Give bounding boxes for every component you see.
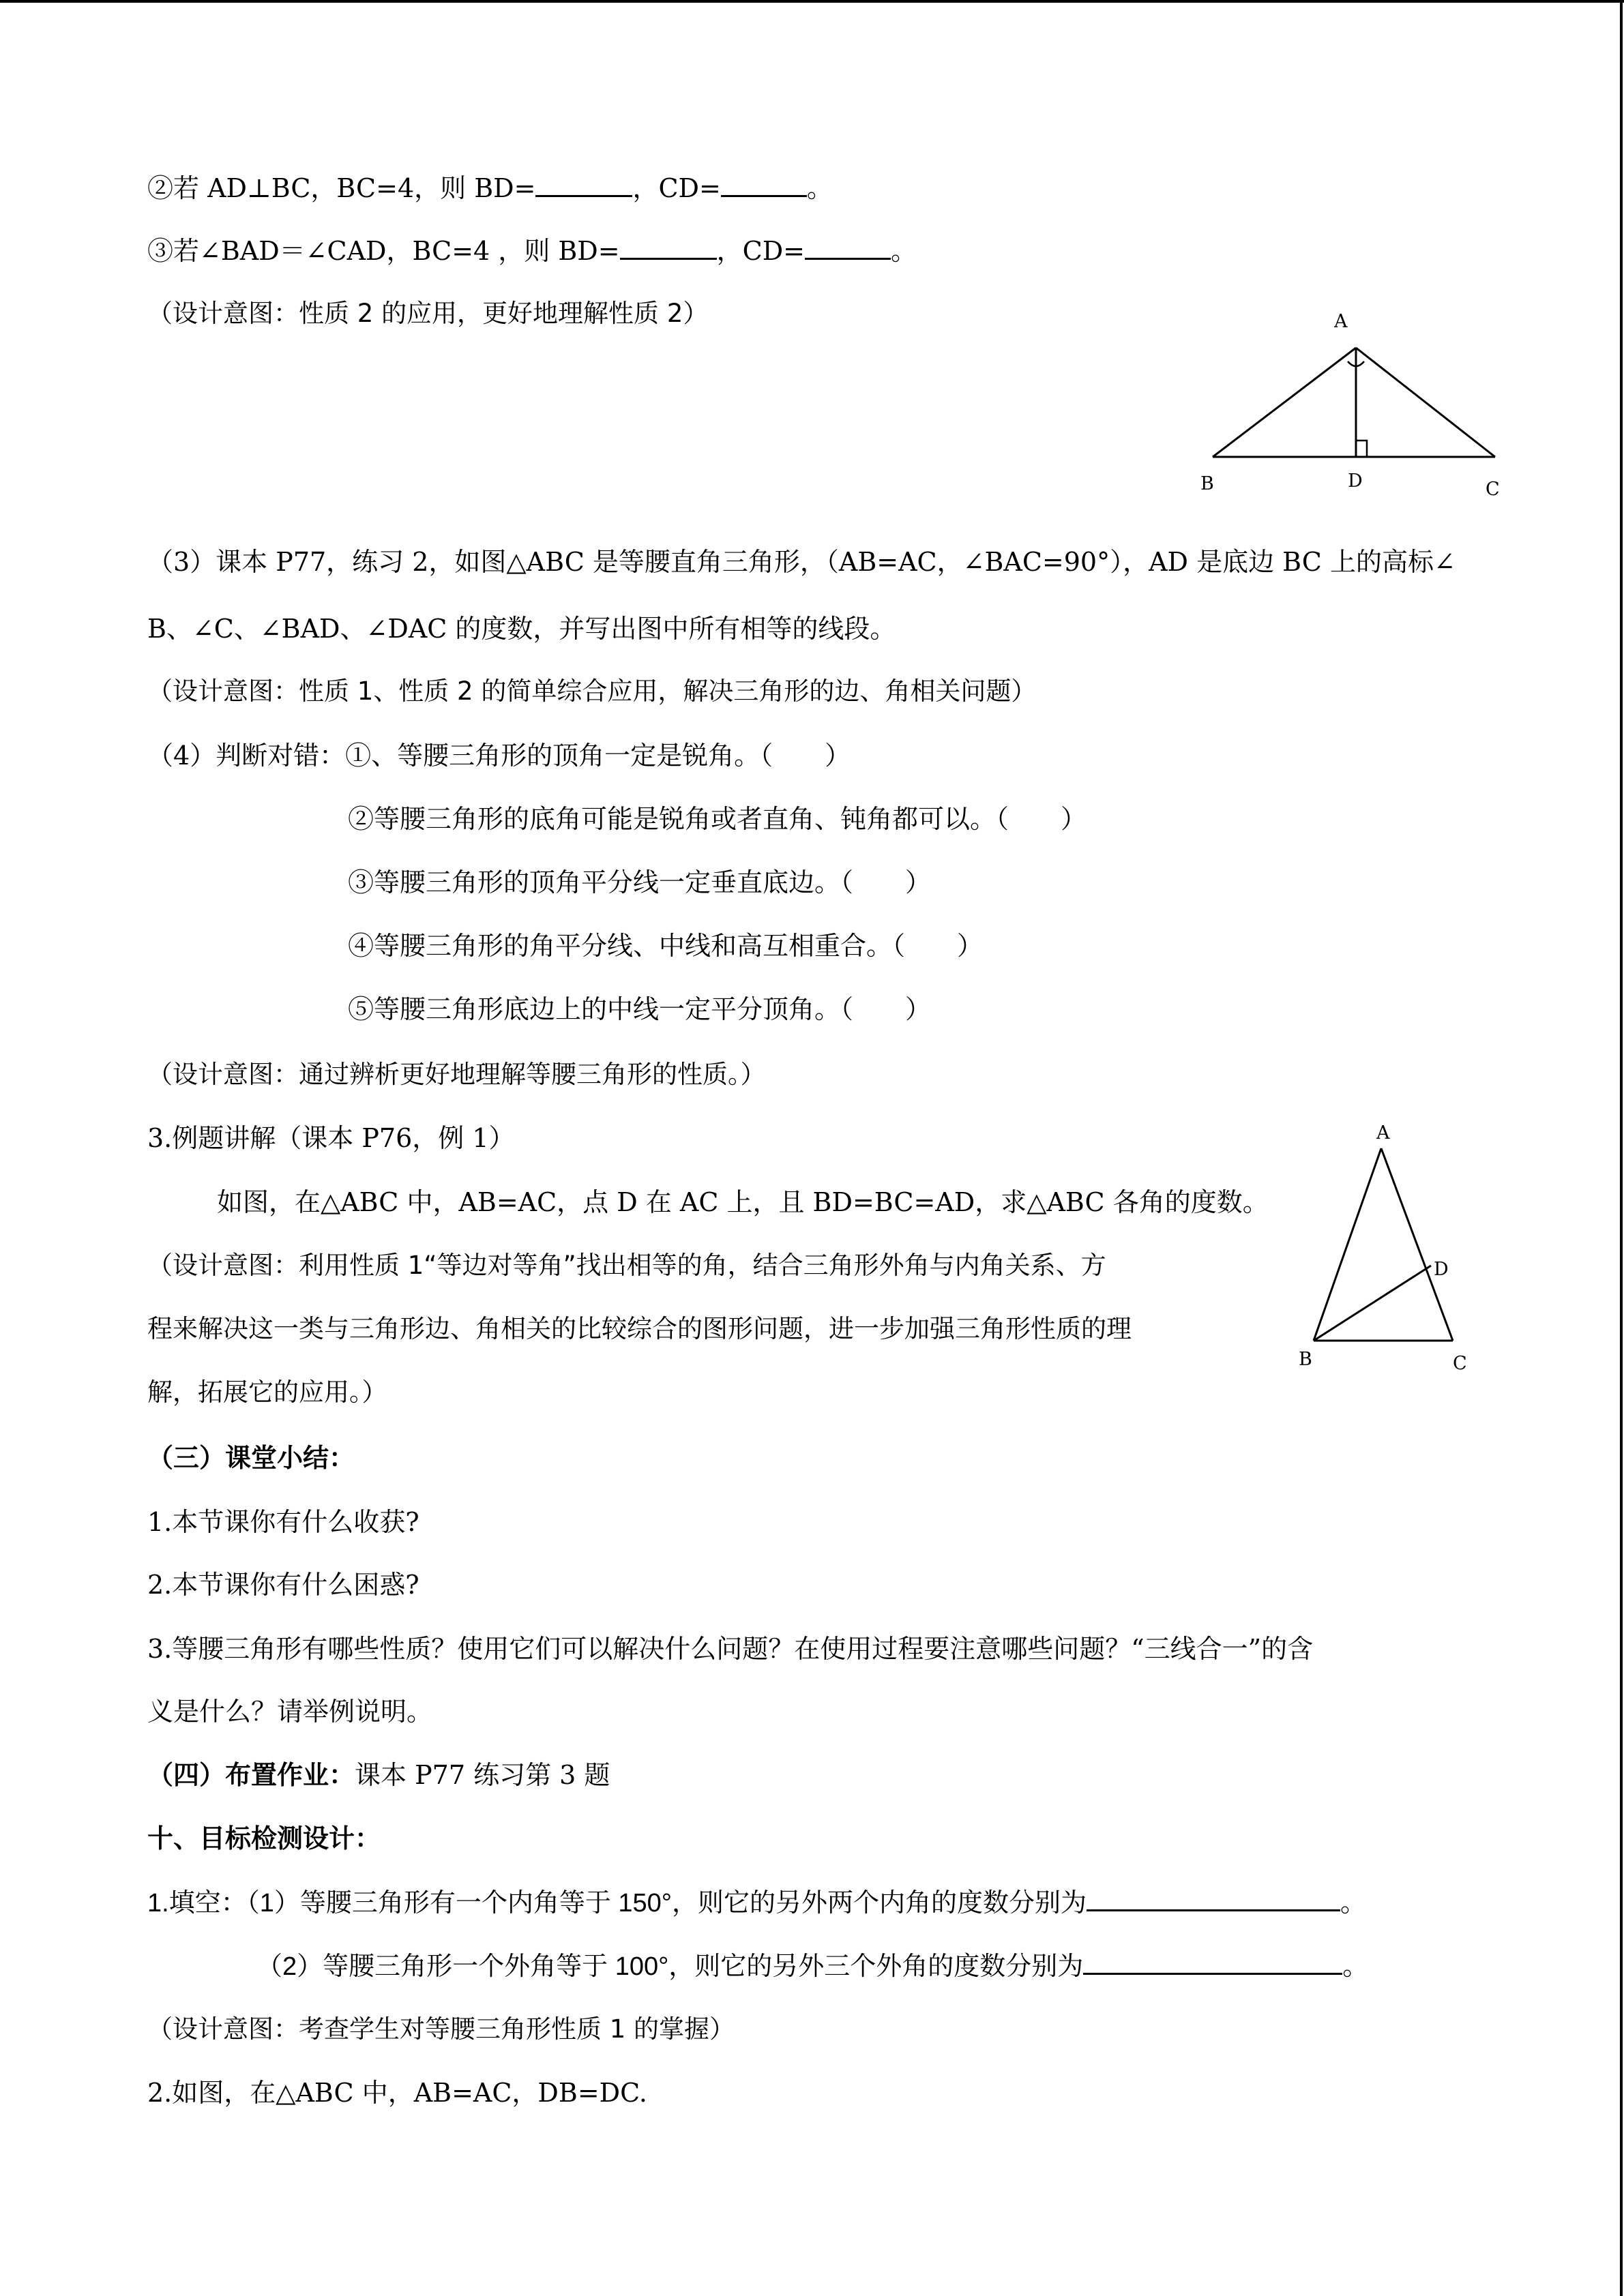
design-note-5: （设计意图：考查学生对等腰三角形性质 1 的掌握）	[147, 2014, 735, 2044]
item-3-line: ③若∠BAD＝∠CAD，BC=4 ，则 BD= ，CD= 。	[147, 233, 917, 269]
fig2-label-b: B	[1299, 1349, 1312, 1370]
fig2-label-c: C	[1453, 1353, 1467, 1374]
blank-bd-2	[620, 233, 717, 260]
page-right-border	[1620, 0, 1623, 2296]
fig1-label-b: B	[1200, 473, 1214, 494]
fig2-label-d: D	[1434, 1259, 1449, 1280]
page-top-border	[0, 0, 1624, 3]
blank-cd-2	[805, 233, 891, 260]
q4-line-5: ⑤等腰三角形底边上的中线一定平分顶角。（ ）	[348, 994, 932, 1024]
blank-test-2	[1083, 1948, 1342, 1975]
section-ten-heading: 十、目标检测设计：	[147, 1823, 381, 1853]
design-note-4-line-2: 程来解决这一类与三角形边、角相关的比较综合的图形问题，进一步加强三角形性质的理	[147, 1314, 1132, 1343]
fig1-label-a: A	[1334, 311, 1348, 332]
blank-test-1	[1087, 1885, 1340, 1911]
q3-line-1: （3）课本 P77，练习 2，如图△ABC 是等腰直角三角形，（AB=AC，∠BAC=90°），AD 是底边 BC 上的高标∠	[147, 547, 1456, 577]
fig1-label-d: D	[1348, 471, 1363, 492]
test-fill-2: （2）等腰三角形一个外角等于 100°，则它的另外三个外角的度数分别为 。	[256, 1948, 1368, 1984]
section-summary-heading: （三）课堂小结：	[147, 1443, 355, 1473]
figure-right-triangle	[1200, 304, 1501, 502]
design-note-4-line-1: （设计意图：利用性质 1“等边对等角”找出相等的角，结合三角形外角与内角关系、方	[147, 1251, 1106, 1280]
example-title: 3.例题讲解（课本 P76，例 1）	[147, 1123, 515, 1153]
test-question-2: 2.如图，在△ABC 中，AB=AC，DB=DC.	[147, 2078, 647, 2108]
summary-q1: 1.本节课你有什么收获?	[147, 1507, 419, 1537]
item-2-line: ②若 AD⊥BC，BC=4，则 BD= ，CD= 。	[147, 170, 833, 206]
design-note-1: （设计意图：性质 2 的应用，更好地理解性质 2）	[147, 299, 709, 328]
design-note-2: （设计意图：性质 1、性质 2 的简单综合应用，解决三角形的边、角相关问题）	[147, 676, 1037, 706]
example-body: 如图，在△ABC 中，AB=AC，点 D 在 AC 上，且 BD=BC=AD，求△ABC 各角的度数。	[217, 1187, 1269, 1217]
test-fill-1: 1.填空：（1）等腰三角形有一个内角等于 150°，则它的另外两个内角的度数分别为 。	[147, 1885, 1366, 1921]
blank-bd-1	[535, 170, 632, 197]
q4-line-3: ③等腰三角形的顶角平分线一定垂直底边。（ ）	[348, 867, 932, 897]
q3-line-2: B、∠C、∠BAD、∠DAC 的度数，并写出图中所有相等的线段。	[147, 614, 896, 644]
section-homework: （四）布置作业：课本 P77 练习第 3 题	[147, 1760, 610, 1790]
summary-q2: 2.本节课你有什么困惑?	[147, 1570, 419, 1600]
design-note-4-line-3: 解，拓展它的应用。）	[147, 1377, 387, 1407]
figure-isosceles-triangle	[1289, 1118, 1487, 1377]
design-note-3: （设计意图：通过辨析更好地理解等腰三角形的性质。）	[147, 1060, 766, 1089]
fig2-label-a: A	[1376, 1122, 1390, 1144]
q4-line-1: （4）判断对错：①、等腰三角形的顶角一定是锐角。（ ）	[147, 741, 851, 771]
blank-cd-1	[721, 170, 807, 197]
fig1-label-c: C	[1486, 479, 1500, 500]
summary-q3-line-1: 3.等腰三角形有哪些性质？使用它们可以解决什么问题？在使用过程要注意哪些问题？“三线合一”的含	[147, 1634, 1314, 1664]
q4-line-2: ②等腰三角形的底角可能是锐角或者直角、钝角都可以。（ ）	[348, 804, 1087, 834]
q4-line-4: ④等腰三角形的角平分线、中线和高互相重合。（ ）	[348, 931, 984, 961]
summary-q3-line-2: 义是什么？请举例说明。	[147, 1697, 433, 1727]
